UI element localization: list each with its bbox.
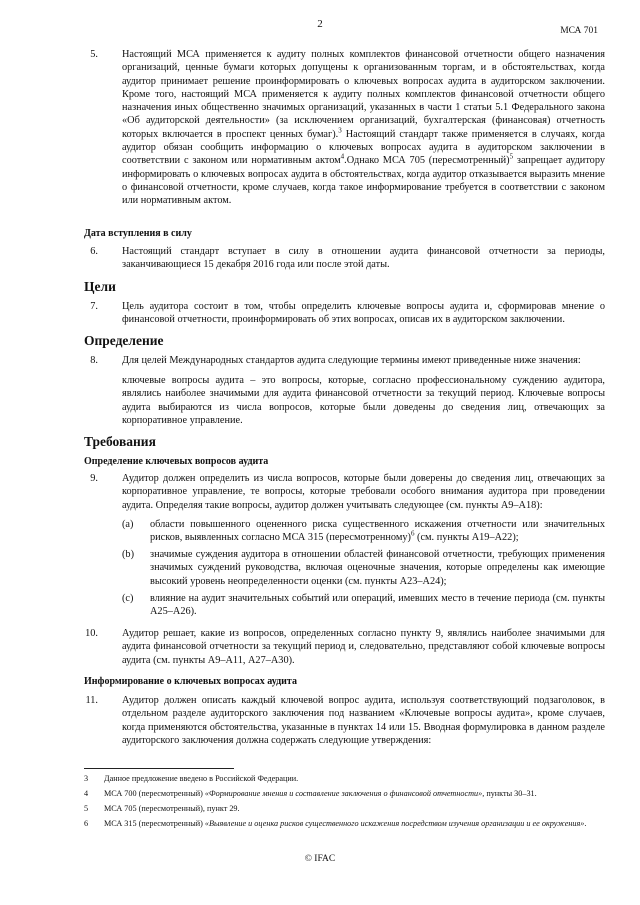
subitem-text: области повышенного оцененного риска существенного искажения отчетности или значительных рисков, выявленных согласно МСА 315 (пересмотренному): [150, 519, 605, 544]
paragraph-number: 5.: [90, 49, 98, 60]
paragraph-number: 9.: [90, 473, 98, 484]
footnote-ref[interactable]: 6: [410, 529, 415, 538]
paragraph-text: Настоящий стандарт вступает в силу в отношении аудита финансовой отчетности за периоды, заканчивающиеся 15 декабря 2016 года или после этой даты.: [122, 246, 605, 271]
paragraph-text-cont: .Однако МСА 705 (пересмотренный): [344, 155, 510, 167]
footnote-ref[interactable]: 5: [509, 152, 514, 161]
paragraph-number: 11.: [85, 695, 98, 706]
subitem-b: [122, 548, 605, 588]
paragraph-text: Цель аудитора состоит в том, чтобы определить ключевые вопросы аудита и, сформировав мнение о финансовой отчетности, проинформировать об этих вопросах, описав их в аудиторском заключении.: [122, 301, 605, 326]
section-heading-goals: Цели: [84, 279, 116, 294]
paragraph-text-cont: Настоящий стандарт также применяется в случаях, когда аудитор обязан сообщить информацию о ключевых вопросах аудита в аудиторском заключении в соответствии с законом или нормативным актом: [122, 128, 605, 167]
running-head: МСА 701: [560, 26, 598, 36]
footnote-title: «Выявление и оценка рисков существенного искажения посредством изучения организации и ее окружения»: [204, 819, 585, 828]
footnote-number: 6: [84, 819, 89, 828]
subitem-label: (a): [122, 519, 134, 530]
footnote-text: Данное предложение введено в Российской Федерации.: [104, 774, 299, 783]
footnote-separator: [84, 768, 234, 769]
subitem-text: влияние на аудит значительных событий или операций, имевших место в течение периода (см. пункты А25–А26).: [150, 593, 605, 618]
footnote-number: 4: [84, 789, 89, 798]
section-heading-effective-date: Дата вступления в силу: [84, 228, 192, 239]
footnote-text: МСА 700 (пересмотренный): [104, 789, 205, 798]
subitem-text: значимые суждения аудитора в отношении областей финансовой отчетности, требующих применения значимых суждений руководства, включая оценочные значения, которые определены как имеющие высокий уровень неопределенности оценки (см. пункты А23–А24);: [150, 549, 605, 587]
page-footer: © IFAC: [304, 854, 336, 864]
footnote-4: [84, 789, 605, 800]
paragraph-10: [85, 627, 605, 667]
footnote-ref[interactable]: 4: [340, 152, 345, 161]
footnote-3: [84, 774, 605, 785]
footnote-6: [84, 819, 605, 830]
paragraph-text-cont: запрещает аудитору информировать о ключевых вопросах аудита в обстоятельствах, когда аудитор отказывается выразить мнение о финансовой отчетности, кроме случаев, когда такое информирование требуется в соответствии с законом или нормативным актом.: [122, 155, 605, 207]
footnote-number: 3: [84, 774, 89, 783]
subitem-text-cont: (см. пункты А19–А22);: [414, 532, 519, 544]
footnote-text: МСА 315 (пересмотренный): [104, 819, 205, 828]
paragraph-8: [92, 354, 605, 367]
subitem-a: [122, 518, 605, 545]
footnote-number: 5: [84, 804, 89, 813]
paragraph-number: 6.: [90, 246, 98, 257]
paragraph-7: [92, 300, 605, 327]
paragraph-text: Аудитор должен описать каждый ключевой вопрос аудита, используя соответствующий подзаголовок, в отдельном разделе аудиторского заключения под названием «Ключевые вопросы аудита», кроме случаев, когда применяются обстоятельства, указанные в пунктах 14 или 15. Вводная формулировка в данном разделе аудиторского заключения должна содержать следующие утверждения:: [122, 695, 605, 746]
subitem-c: [122, 592, 605, 619]
page-number: 2: [317, 18, 323, 30]
paragraph-number: 8.: [90, 355, 98, 366]
section-heading-definition: Определение: [84, 333, 164, 348]
footnote-title: «Формирование мнения и составление заключения о финансовой отчетности»: [204, 789, 483, 798]
paragraph-number: 10.: [85, 628, 98, 639]
definition-key-audit-matters: ключевые вопросы аудита – это вопросы, которые, согласно профессиональному суждению аудитора, являлись наиболее значимыми для аудита финансовой отчетности за текущий период. Ключевые вопросы аудита выбираются из числа вопросов, которые были доведены до сведения лиц, отвечающих за корпоративное управление.: [122, 375, 605, 426]
paragraph-text: Для целей Международных стандартов аудита следующие термины имеют приведенные ниже значения:: [122, 355, 581, 366]
subitem-label: (b): [122, 549, 135, 560]
paragraph-11: [85, 694, 605, 747]
footnote-text-cont: .: [584, 819, 587, 828]
paragraph-text: Аудитор решает, какие из вопросов, определенных согласно пункту 9, являлись наиболее значимыми для аудита финансовой отчетности за текущий период и, следовательно, представляют собой ключевые вопросы аудита (см. пункты А9–А11, А27–А30).: [122, 628, 605, 666]
subitem-label: (c): [122, 593, 134, 604]
paragraph-text: Аудитор должен определить из числа вопросов, которые были доверены до сведения лиц, отвечающих за корпоративное управление, те вопросы, которые требовали особого внимания аудитора при проведении аудита. Определяя такие вопросы, аудитор должен учитывать следующее (см. пункты А9–А18):: [122, 473, 605, 511]
paragraph-6: [92, 245, 605, 272]
subheading-determining-kam: Определение ключевых вопросов аудита: [84, 456, 269, 467]
paragraph-number: 7.: [90, 301, 98, 312]
paragraph-text: Настоящий МСА применяется к аудиту полных комплектов финансовой отчетности общего назначения организаций, ценные бумаги которых допущены к организованным торгам, и в обстоятельствах, когда аудитор принимает решение проинформировать о ключевых вопросах аудита в аудиторском заключении. Кроме того, настоящий МСА применяется к аудиту полных комплектов финансовой отчетности общего назначения иных общественно значимых организаций, указанных в части 1 статьи 5.1 Федерального закона «Об аудиторской деятельности» (за исключением организаций, бухгалтерская (финансовая) отчетность которых включается в проспект ценных бумаг).: [122, 49, 605, 140]
paragraph-5: [92, 48, 605, 208]
footnote-ref[interactable]: 3: [338, 126, 342, 135]
footnote-5: [84, 804, 605, 815]
paragraph-9: [92, 472, 605, 512]
footnote-text: МСА 705 (пересмотренный), пункт 29.: [104, 804, 240, 813]
footnote-text-cont: , пункты 30–31.: [482, 789, 537, 798]
subheading-communicating-kam: Информирование о ключевых вопросах аудита: [84, 676, 297, 687]
section-heading-requirements: Требования: [84, 434, 156, 449]
